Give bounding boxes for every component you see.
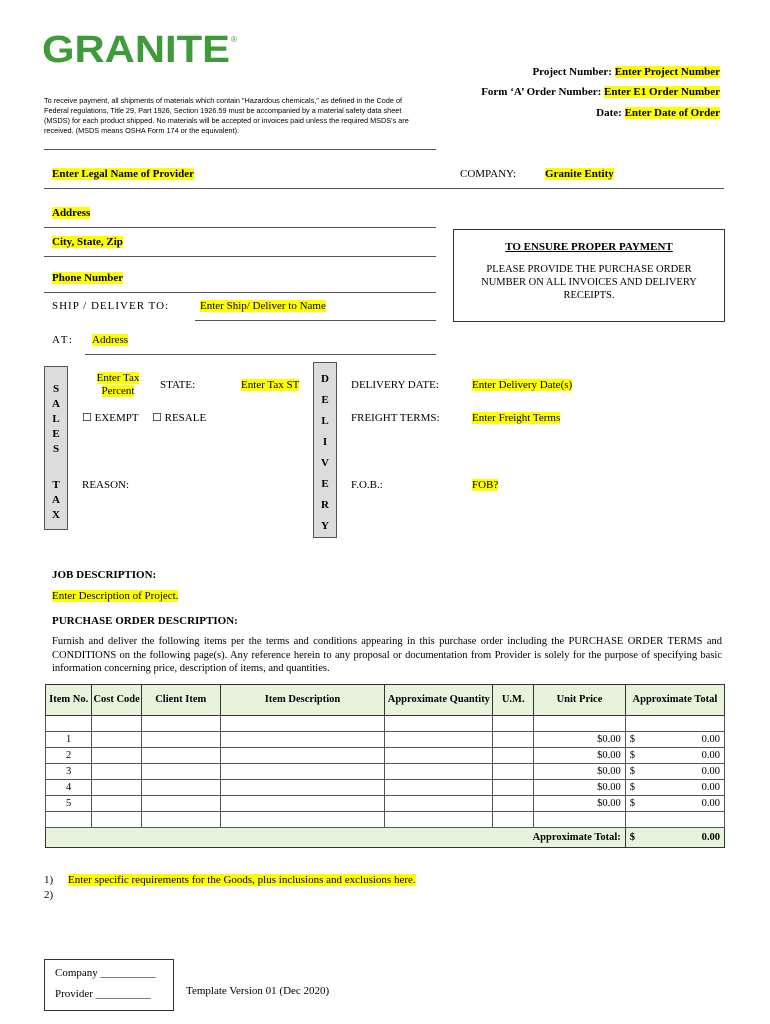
tax-state-field[interactable]: Enter Tax ST <box>241 379 300 391</box>
note-1-number: 1) <box>44 874 54 886</box>
date-label: Date: <box>596 107 622 119</box>
um-cell[interactable] <box>493 748 534 764</box>
item-no-cell[interactable]: 3 <box>46 764 92 780</box>
delivery-letter: Y <box>321 520 329 532</box>
project-number-label: Project Number: <box>532 66 612 78</box>
msds-notice: To receive payment, all shipments of materials which contain "Hazardous chemicals," as defined in the Code of Federal regulations, Title 29, Part 1926, Section 1926.59 must be accompanied by a material safety data sheet (MSDS) for each product shipped. No materials will be accepted or invoices paid unless the required MSDS's are received. (MSDS means OSHA Form 174 or the equivalent). <box>44 96 409 135</box>
note-1-field[interactable]: Enter specific requirements for the Goods, plus inclusions and exclusions here. <box>68 874 416 886</box>
quantity-cell[interactable] <box>385 812 493 828</box>
currency-symbol: $ <box>629 734 636 745</box>
total-cell <box>625 748 724 764</box>
date-field[interactable]: Enter Date of Order <box>624 107 720 119</box>
unit-price-cell[interactable]: $0.00 <box>534 780 626 796</box>
item-no-cell[interactable]: 1 <box>46 732 92 748</box>
total-value: 0.00 <box>701 734 720 745</box>
at-label: AT: <box>52 334 74 346</box>
total-value: 0.00 <box>701 750 720 761</box>
unit-price-cell[interactable]: $0.00 <box>534 764 626 780</box>
total-cell <box>625 780 724 796</box>
company-initials-field[interactable]: Company __________ <box>55 967 156 979</box>
sales-letter: A <box>52 398 60 410</box>
form-a-field[interactable]: Enter E1 Order Number <box>604 86 720 98</box>
granite-logo <box>42 28 242 68</box>
initials-box <box>44 959 174 1011</box>
sales-letter: L <box>52 413 60 425</box>
approximate-total-cell <box>625 828 724 848</box>
delivery-letter: E <box>321 478 329 490</box>
sales-tax-vertical-label <box>44 366 68 530</box>
po-description-text: Furnish and deliver the following items per the terms and conditions appearing in this purchase order including the PURCHASE ORDER TERMS and CONDITIONS on the following page(s). Any reference herein to any proposal or documentation from Provider is solely for the purpose of specifying basic information concerning price, description of items, and quantities. <box>52 636 722 674</box>
item-description-cell[interactable] <box>220 796 385 812</box>
header-item-description: Item Description <box>220 685 385 716</box>
company-label: COMPANY: <box>460 168 517 180</box>
currency-symbol: $ <box>629 750 636 761</box>
client-item-cell[interactable] <box>141 780 220 796</box>
header-client-item: Client Item <box>141 685 220 716</box>
job-description-field[interactable]: Enter Description of Project. <box>52 590 179 602</box>
item-description-cell[interactable] <box>220 812 385 828</box>
table-row <box>46 796 725 812</box>
delivery-date-field[interactable]: Enter Delivery Date(s) <box>472 379 573 391</box>
cost-code-cell[interactable] <box>92 748 142 764</box>
ship-deliver-field[interactable]: Enter Ship/ Deliver to Name <box>200 300 326 312</box>
sales-letter: S <box>52 383 60 395</box>
project-number-field[interactable]: Enter Project Number <box>614 66 720 78</box>
cost-code-cell[interactable] <box>92 764 142 780</box>
freight-terms-label: FREIGHT TERMS: <box>351 412 440 424</box>
tax-letter: A <box>52 494 60 506</box>
tax-percent-field[interactable]: Enter Tax Percent <box>96 372 140 397</box>
item-no-cell[interactable] <box>46 812 92 828</box>
client-item-cell[interactable] <box>141 732 220 748</box>
header-cost-code: Cost Code <box>92 685 142 716</box>
item-no-cell[interactable]: 2 <box>46 748 92 764</box>
items-table <box>45 684 725 848</box>
freight-terms-field[interactable]: Enter Freight Terms <box>472 412 561 424</box>
quantity-cell[interactable] <box>385 796 493 812</box>
currency-symbol: $ <box>629 766 636 777</box>
item-no-cell[interactable]: 4 <box>46 780 92 796</box>
delivery-letter: V <box>321 457 329 469</box>
approximate-total-value: 0.00 <box>701 832 720 843</box>
table-total-row <box>46 828 725 848</box>
provider-phone-field[interactable]: Phone Number <box>52 272 124 284</box>
total-cell <box>625 732 724 748</box>
form-a-label: Form ‘A’ Order Number: <box>481 86 602 98</box>
delivery-letter: R <box>321 499 329 511</box>
delivery-letter: E <box>321 394 329 406</box>
unit-price-cell[interactable]: $0.00 <box>534 732 626 748</box>
tax-letter: X <box>52 509 60 521</box>
provider-initials-field[interactable]: Provider __________ <box>55 988 151 1000</box>
total-value: 0.00 <box>701 798 720 809</box>
delivery-letter: D <box>321 373 329 385</box>
exempt-checkbox[interactable]: ☐ EXEMPT <box>82 412 139 424</box>
resale-checkbox[interactable]: ☐ RESALE <box>152 412 207 424</box>
sales-letter: S <box>52 443 60 455</box>
provider-city-state-zip-field[interactable]: City, State, Zip <box>52 236 123 248</box>
tax-letter: T <box>52 479 60 491</box>
company-field[interactable]: Granite Entity <box>545 168 614 180</box>
delivery-letter: L <box>321 415 329 427</box>
um-cell[interactable] <box>493 796 534 812</box>
fob-label: F.O.B.: <box>351 479 383 491</box>
um-cell[interactable] <box>493 812 534 828</box>
job-description-label: JOB DESCRIPTION: <box>52 569 157 581</box>
total-value: 0.00 <box>701 766 720 777</box>
delivery-letter: I <box>322 436 328 448</box>
total-cell <box>625 796 724 812</box>
header-approximate-quantity: Approximate Quantity <box>385 685 493 716</box>
reason-label: REASON: <box>82 479 130 491</box>
payment-notice-text: PLEASE PROVIDE THE PURCHASE ORDER NUMBER ON ALL INVOICES AND DELIVERY RECEIPTS. <box>481 264 697 301</box>
approximate-total-label: Approximate Total: <box>46 828 626 848</box>
delivery-date-label: DELIVERY DATE: <box>351 379 439 391</box>
total-cell <box>625 716 724 732</box>
item-description-cell[interactable] <box>220 716 385 732</box>
um-cell[interactable] <box>493 716 534 732</box>
item-description-cell[interactable] <box>220 780 385 796</box>
provider-legal-name-field[interactable]: Enter Legal Name of Provider <box>52 168 194 180</box>
client-item-cell[interactable] <box>141 716 220 732</box>
total-cell <box>625 812 724 828</box>
unit-price-cell[interactable]: $0.00 <box>534 796 626 812</box>
template-version: Template Version 01 (Dec 2020) <box>186 985 330 997</box>
header-approximate-total: Approximate Total <box>625 685 724 716</box>
item-description-cell[interactable] <box>220 732 385 748</box>
client-item-cell[interactable] <box>141 796 220 812</box>
state-label: STATE: <box>160 379 196 391</box>
date-row <box>596 107 720 119</box>
header-um: U.M. <box>493 685 534 716</box>
client-item-cell[interactable] <box>141 812 220 828</box>
um-cell[interactable] <box>493 732 534 748</box>
quantity-cell[interactable] <box>385 748 493 764</box>
item-no-cell[interactable]: 5 <box>46 796 92 812</box>
fob-field[interactable]: FOB? <box>472 479 499 491</box>
unit-price-cell[interactable] <box>534 716 626 732</box>
cost-code-cell[interactable] <box>92 732 142 748</box>
item-description-cell[interactable] <box>220 748 385 764</box>
item-description-cell[interactable] <box>220 764 385 780</box>
po-description-label: PURCHASE ORDER DESCRIPTION: <box>52 615 238 627</box>
currency-symbol: $ <box>629 782 636 793</box>
table-row <box>46 716 725 732</box>
project-number-row <box>532 66 720 78</box>
quantity-cell[interactable] <box>385 716 493 732</box>
table-row <box>46 748 725 764</box>
form-a-row <box>481 86 720 98</box>
quantity-cell[interactable] <box>385 780 493 796</box>
client-item-cell[interactable] <box>141 748 220 764</box>
um-cell[interactable] <box>493 764 534 780</box>
table-row <box>46 764 725 780</box>
ship-deliver-label: SHIP / DELIVER TO: <box>52 300 170 312</box>
table-row <box>46 732 725 748</box>
cost-code-cell[interactable] <box>92 780 142 796</box>
logo-text: GRANITE <box>42 29 230 68</box>
client-item-cell[interactable] <box>141 764 220 780</box>
quantity-cell[interactable] <box>385 732 493 748</box>
total-value: 0.00 <box>701 782 720 793</box>
table-row <box>46 812 725 828</box>
note-2-number: 2) <box>44 889 54 901</box>
sales-letter: E <box>52 428 60 440</box>
header-item-no: Item No. <box>46 685 92 716</box>
total-cell <box>625 764 724 780</box>
header-unit-price: Unit Price <box>534 685 626 716</box>
currency-symbol: $ <box>629 798 636 809</box>
um-cell[interactable] <box>493 780 534 796</box>
currency-symbol: $ <box>629 832 636 843</box>
at-address-field[interactable]: Address <box>92 334 129 346</box>
cost-code-cell[interactable] <box>92 796 142 812</box>
table-header-row <box>46 685 725 716</box>
cost-code-cell[interactable] <box>92 812 142 828</box>
item-no-cell[interactable] <box>46 716 92 732</box>
quantity-cell[interactable] <box>385 764 493 780</box>
delivery-vertical-label <box>313 362 337 538</box>
table-row <box>46 780 725 796</box>
provider-address-field[interactable]: Address <box>52 207 91 219</box>
logo-registered-mark: ® <box>231 35 237 44</box>
unit-price-cell[interactable]: $0.00 <box>534 748 626 764</box>
cost-code-cell[interactable] <box>92 716 142 732</box>
payment-notice-box <box>453 229 725 322</box>
payment-notice-title: TO ENSURE PROPER PAYMENT <box>505 241 673 253</box>
unit-price-cell[interactable] <box>534 812 626 828</box>
